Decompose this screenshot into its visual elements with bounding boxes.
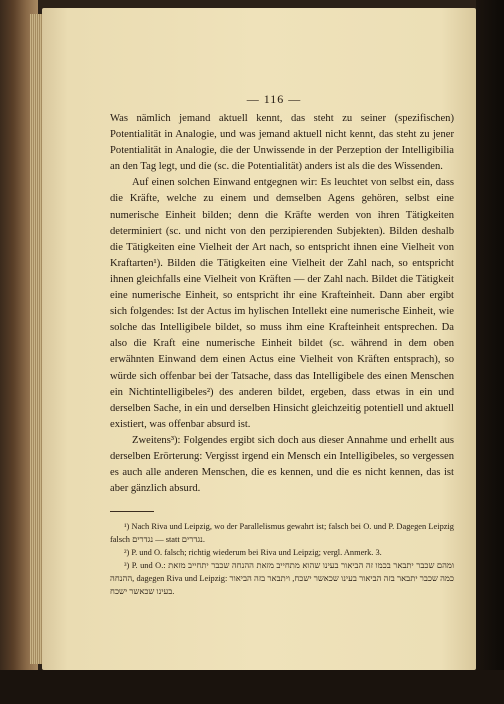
paragraph-2: Auf einen solchen Einwand entgegnen wir: Es leuchtet von selbst ein, dass die Kräfte, welche zu einem und demselben Agens gehören, selbst eine numerische Einheit bilden; denn die Kräfte werden von ihren Tätigkeiten determiniert (sc. und nicht von den perzipierenden Subjekten). Bilden deshalb die Tätigkeiten eine Vielheit der Art nach, so entspricht ihnen eine Vielheit von Kraftarten¹). Bilden die Tätigkeiten eine Vielheit der Zahl nach, so entspricht ihnen gleichfalls eine Vielheit von Kräften — der Zahl nach. Bildet die Tätigkeit eine numerische Einheit, so entspricht ihr eine Krafteinheit. Dann aber ergibt sich folgendes: Ist der Actus im hylischen Intellekt eine numerische Einheit, wie solche das Intelligibele bildet, so muss ihm eine Krafteinheit entsprechen. Da also die Kraft eine numerische Einheit bildet (sc. während in dem oben erwähnten Einwand dem einen Actus eine Vielheit von Kräften entsprach), so würde sich offenbar bei der Tatsache, dass das Intelligibele des einen Menschen ein Nichtintelligibeles²) des anderen bildet, ergeben, dass etwas in ein und derselben Sache, in ein und derselben Hinsicht gleichzeitig potentiell und aktuell existiert, was offenbar absurd ist. — [110, 177, 454, 430]
page-number: — 116 — — [246, 92, 302, 106]
footnote-3: ³) P. und O.: ומהם שכבר יתבאר בכמו זה הביאור בעינו שהוא מתחייב מזאת ההנחה שכבר יתחייב מזאת ההנחה, dagegen Riva und Leipzig: כמה שכבר יתבאר בזה הביאור בעינו שכאשר ישכח, ויתבאר בזה הביאור בעינו שכאשר ישכח. — [110, 561, 455, 597]
page-content — [110, 92, 454, 598]
footnote-2: ²) P. und O. falsch; richtig wiederum bei Riva und Leipzig; vergl. Anmerk. 3. — [124, 548, 382, 558]
background-bottom — [0, 670, 504, 704]
footnote-separator — [110, 511, 154, 512]
paragraph-3: Zweitens³): Folgendes ergibt sich doch aus dieser Annahme und erhellt aus derselben Erörterung: Vergisst irgend ein Mensch ein Intelligibeles, so vergessen es auch alle anderen Menschen, die es kennen, und die es nicht kennen, das ist aber gänzlich absurd. — [110, 434, 454, 495]
paragraph-1: Was nämlich jemand aktuell kennt, das steht zu seiner (spezifischen) Potentialität in Analogie, und was jemand aktuell nicht kennt, das steht zu jener Potentialität in Analogie, die der Unwissende in der Perzeption der Intelligibilia an den Tag legt, und die (sc. die Potentialität) anders ist als die des Wissenden. — [110, 113, 454, 173]
background-right — [476, 0, 504, 704]
footnote-1: ¹) Nach Riva und Leipzig, wo der Parallelismus gewahrt ist; falsch bei O. und P. Dagegen Leipzig falsch נגדרים — statt נגדרים. — [110, 522, 454, 545]
